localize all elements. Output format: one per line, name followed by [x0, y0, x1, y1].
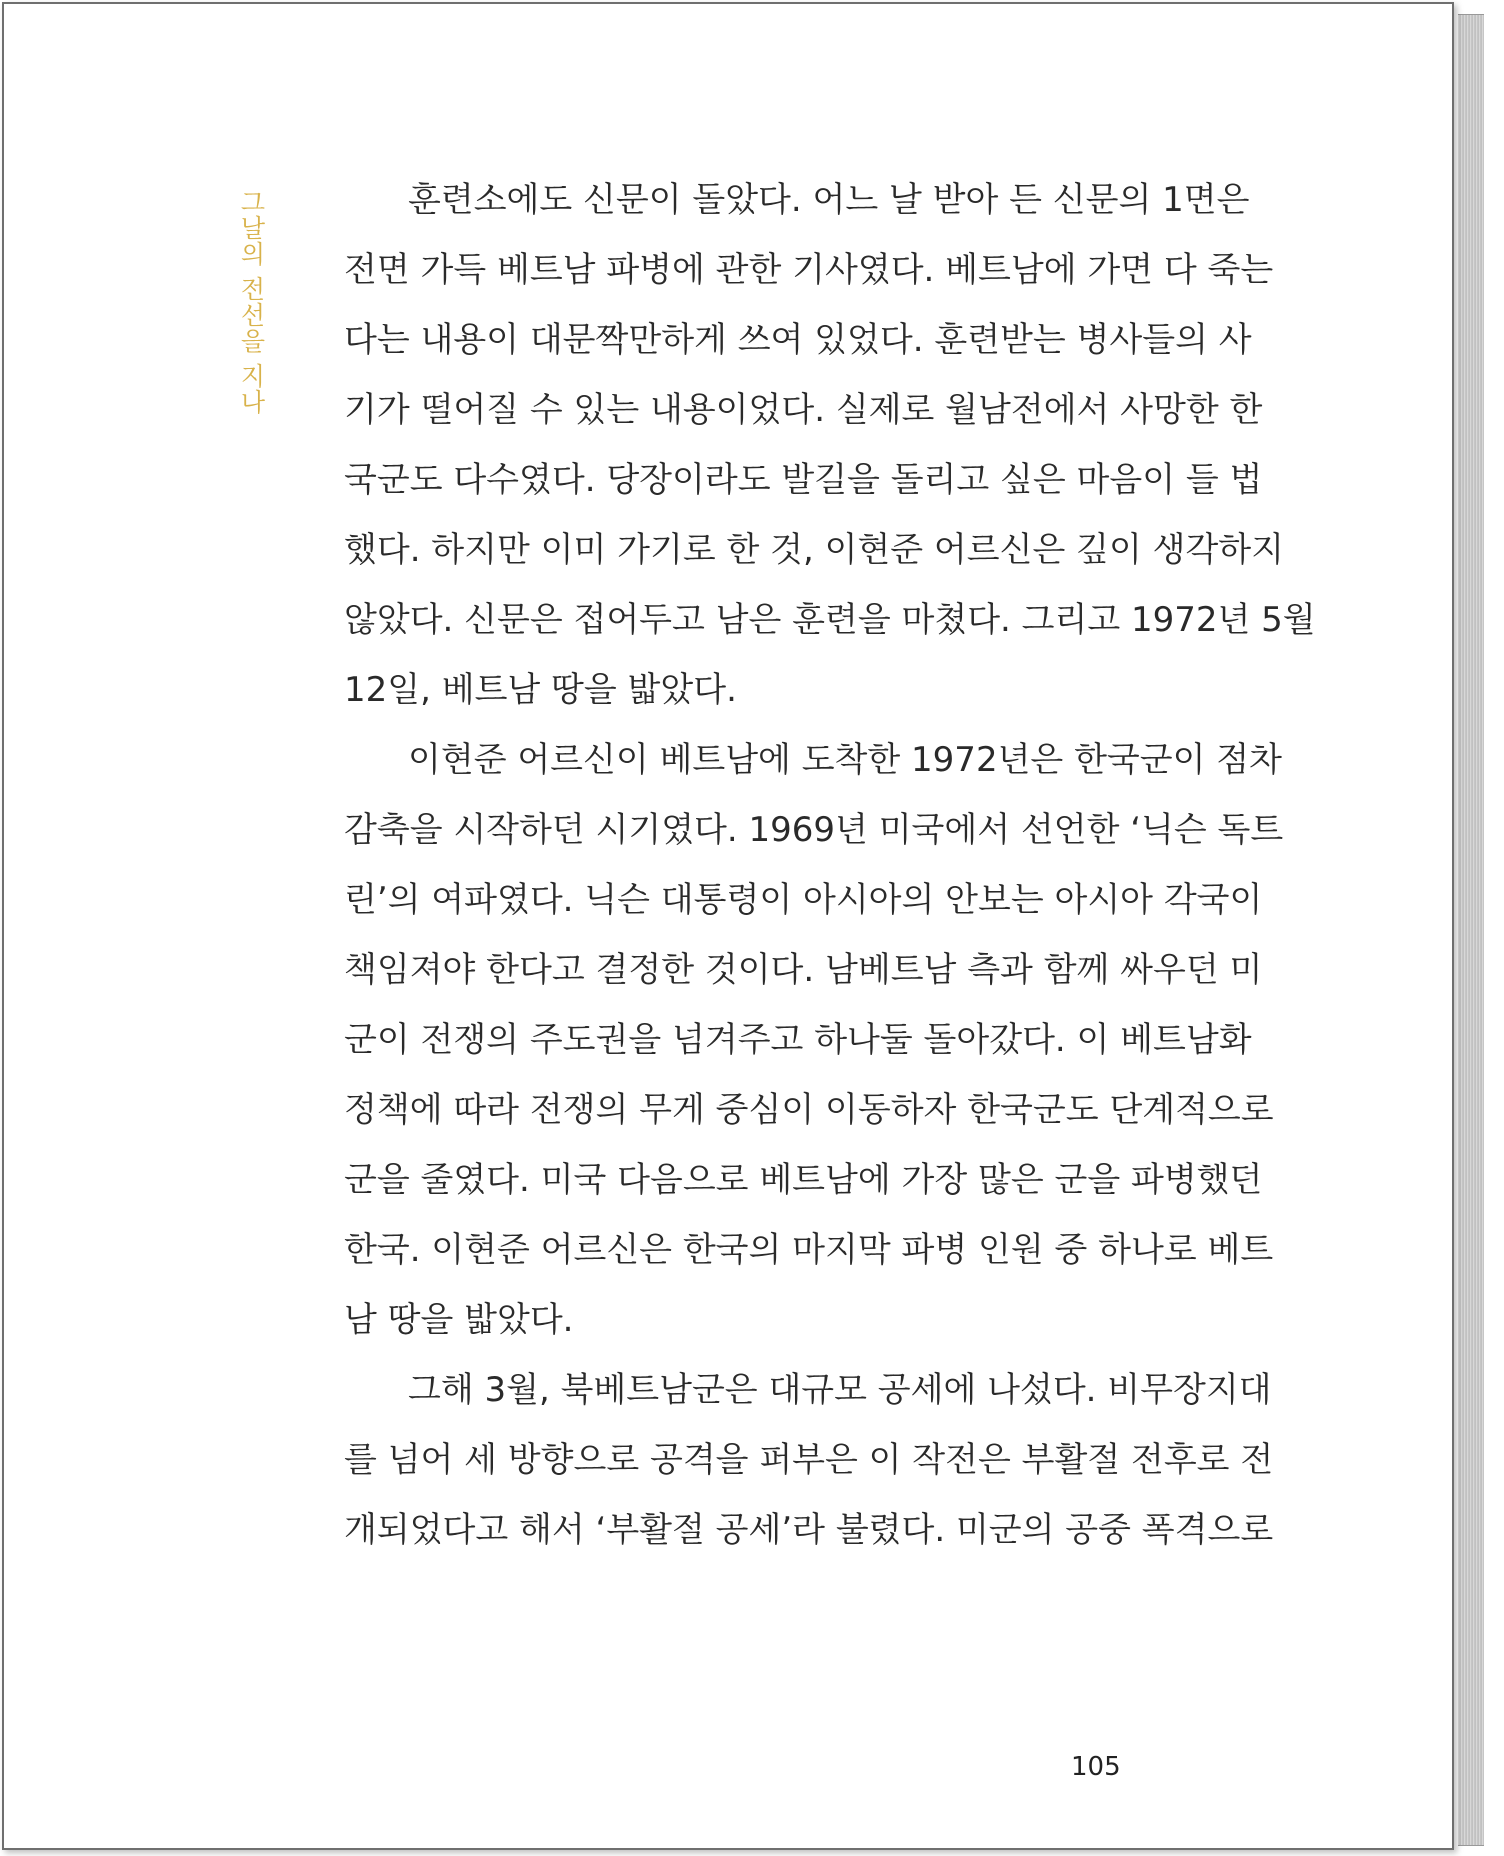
text-line: 를 넘어 세 방향으로 공격을 퍼부은 이 작전은 부활절 전후로 전 [344, 1440, 1274, 1480]
book-page [2, 2, 1454, 1850]
text-line: 국군도 다수였다. 당장이라도 발길을 돌리고 싶은 마음이 들 법 [344, 460, 1263, 500]
text-line: 남 땅을 밟았다. [344, 1300, 574, 1340]
text-line: 훈련소에도 신문이 돌았다. 어느 날 받아 든 신문의 1면은 [408, 180, 1250, 220]
text-line: 정책에 따라 전쟁의 무게 중심이 이동하자 한국군도 단계적으로 [344, 1090, 1274, 1130]
text-line: 기가 떨어질 수 있는 내용이었다. 실제로 월남전에서 사망한 한 [344, 390, 1263, 430]
body-text [344, 165, 1316, 1565]
text-line: 그해 3월, 북베트남군은 대규모 공세에 나섰다. 비무장지대 [408, 1370, 1272, 1410]
book-page-edges [1458, 14, 1484, 1846]
text-line: 린’의 여파였다. 닉슨 대통령이 아시아의 안보는 아시아 각국이 [344, 880, 1263, 920]
text-line: 했다. 하지만 이미 가기로 한 것, 이현준 어르신은 깊이 생각하지 [344, 530, 1284, 570]
text-line: 12일, 베트남 땅을 밟았다. [344, 670, 737, 710]
text-line: 군이 전쟁의 주도권을 넘겨주고 하나둘 돌아갔다. 이 베트남화 [344, 1020, 1252, 1060]
text-line: 군을 줄였다. 미국 다음으로 베트남에 가장 많은 군을 파병했던 [344, 1160, 1263, 1200]
text-line: 한국. 이현준 어르신은 한국의 마지막 파병 인원 중 하나로 베트 [344, 1230, 1274, 1270]
text-line: 다는 내용이 대문짝만하게 쓰여 있었다. 훈련받는 병사들의 사 [344, 320, 1252, 360]
running-head: 그날의 전선을 지나 [237, 189, 266, 415]
text-line: 감축을 시작하던 시기였다. 1969년 미국에서 선언한 ‘닉슨 독트 [344, 810, 1284, 850]
page-number: 105 [1071, 1752, 1121, 1782]
text-line: 전면 가득 베트남 파병에 관한 기사였다. 베트남에 가면 다 죽는 [344, 250, 1274, 290]
text-line: 않았다. 신문은 접어두고 남은 훈련을 마쳤다. 그리고 1972년 5월 [344, 600, 1316, 640]
text-line: 책임져야 한다고 결정한 것이다. 남베트남 측과 함께 싸우던 미 [344, 950, 1263, 990]
text-line: 이현준 어르신이 베트남에 도착한 1972년은 한국군이 점차 [408, 740, 1282, 780]
text-line: 개되었다고 해서 ‘부활절 공세’라 불렸다. 미군의 공중 폭격으로 [344, 1510, 1274, 1550]
